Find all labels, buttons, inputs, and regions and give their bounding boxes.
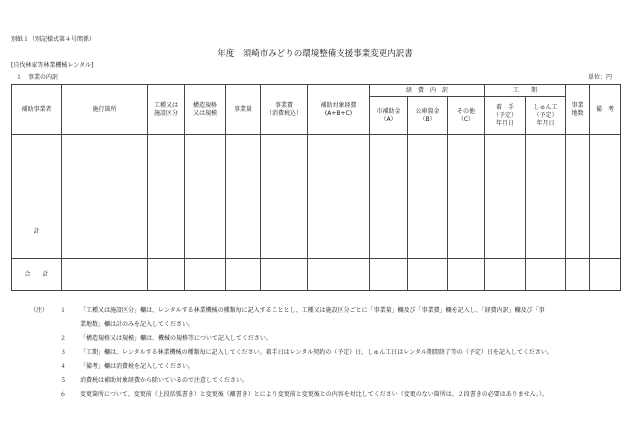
table-cell xyxy=(408,135,448,259)
table-cell xyxy=(308,135,370,259)
note-number: ４ xyxy=(60,363,67,370)
table-cell xyxy=(62,135,148,259)
table-cell xyxy=(566,259,590,291)
breakdown-table xyxy=(11,84,621,291)
col-quantity-header: 事業量 xyxy=(226,85,261,135)
col-work-type-header: 工種又は 施設区分 xyxy=(148,85,185,135)
col-spec-header: 構造規格 又は規模 xyxy=(185,85,226,135)
note-number: １ xyxy=(60,307,67,314)
col-city-grant-header: 市補助金 （A） xyxy=(370,97,408,135)
note-text: 消費税は補助対象経費から除いているので注意してください。 xyxy=(80,377,249,384)
col-sites-header: 事業 地数 xyxy=(566,85,590,135)
col-end-header: しゅん工 （予定） 年月日 xyxy=(526,97,566,135)
document-title: 年度 須崎市みどりの環境整備支援事業変更内訳書 xyxy=(217,49,413,59)
note-text: 「工期」欄は、レンタルする林業機械の種類毎に記入してください。着手日はレンタル契約の（予定）日、しゅん工日はレンタル期間終了等の（予定）日を記入してください。 xyxy=(80,349,553,356)
table-cell xyxy=(370,135,408,259)
note-text: 変更箇所について、変更前（上段括弧書き）と変更後（離書き）とにより変更前と変更後との内容を対比してください（変更のない箇所は、２段書きの必要はありません。）。 xyxy=(80,391,549,398)
table-cell xyxy=(148,135,185,259)
unit-label: 単位：円 xyxy=(588,74,613,81)
table-cell xyxy=(526,259,566,291)
table-row xyxy=(12,259,621,291)
col-remarks-header: 備 考 xyxy=(590,85,621,135)
table-row xyxy=(12,135,621,259)
col-start-header: 着 手 （予定） 年月日 xyxy=(485,97,526,135)
table-cell xyxy=(226,135,261,259)
table-cell xyxy=(526,135,566,259)
note-text: 「工種又は施設区分」欄は、レンタルする林業機械の種類毎に記入することとし、工種又は施設区分ごとに「事業量」欄及び「事業費」欄を記入し、「経費内訳」欄及び「事 xyxy=(80,307,545,314)
table-cell xyxy=(62,259,148,291)
section-heading: １ 事業の内訳 xyxy=(16,74,59,81)
table-cell xyxy=(590,135,621,259)
col-public-loan-header: 公庫資金 （B） xyxy=(408,97,448,135)
table-cell xyxy=(261,259,308,291)
note-text: 「備考」欄は消費税を記入してください。 xyxy=(80,363,195,370)
table-cell xyxy=(485,135,526,259)
table-cell xyxy=(370,259,408,291)
group-period-header: 工 期 xyxy=(485,85,566,97)
col-other-header: その他 （C） xyxy=(448,97,485,135)
table-cell xyxy=(408,259,448,291)
table-cell xyxy=(485,259,526,291)
col-site-header: 施行箇所 xyxy=(62,85,148,135)
note-number: ２ xyxy=(60,335,67,342)
table-cell xyxy=(261,135,308,259)
table-cell xyxy=(226,259,261,291)
table-cell xyxy=(448,259,485,291)
table-cell xyxy=(590,259,621,291)
note-number: ６ xyxy=(60,391,67,398)
table-cell xyxy=(185,135,226,259)
col-eligible-header: 補助対象経費 (A+B+C) xyxy=(308,85,370,135)
total-label: 合 計 xyxy=(12,259,62,291)
table-cell xyxy=(566,135,590,259)
note-text: 業地数」欄は計のみを記入してください。 xyxy=(80,321,195,328)
col-cost-header: 事業費 （消費税込） xyxy=(261,85,308,135)
subtotal-label: 計 xyxy=(12,135,62,259)
col-operator-header: 補助事業者 xyxy=(12,85,62,135)
note-number: ３ xyxy=(60,349,67,356)
note-text: 「構造規格又は規模」欄は、機械の規格等について記入してください。 xyxy=(80,335,272,342)
table-cell xyxy=(448,135,485,259)
table-cell xyxy=(185,259,226,291)
group-breakdown-header: 経 費 内 訳 xyxy=(370,85,485,97)
annex-label: 別紙１（別記様式第４号関係） xyxy=(11,36,96,43)
notes-marker: （注） xyxy=(30,307,49,314)
category-label: [自伐林家等林業機械レンタル] xyxy=(11,62,94,69)
table-cell xyxy=(148,259,185,291)
table-cell xyxy=(308,259,370,291)
note-number: ５ xyxy=(60,377,67,384)
